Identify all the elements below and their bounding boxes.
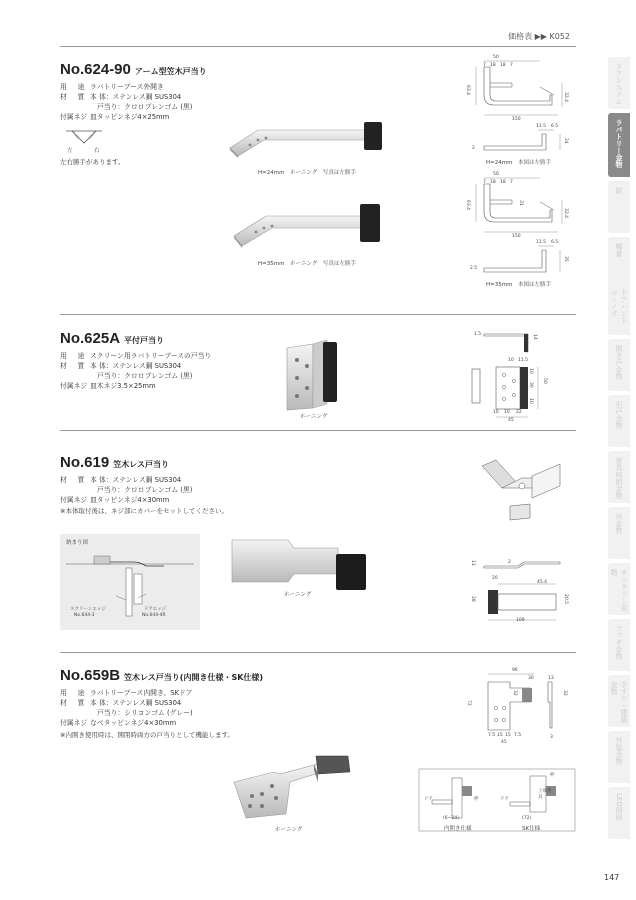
dim-label: 15 bbox=[505, 733, 511, 738]
installation-inset bbox=[60, 534, 200, 630]
spec-row bbox=[60, 475, 192, 485]
dim-label: 18 bbox=[500, 63, 506, 68]
inset-label-door-edge: ドアエッジ bbox=[144, 607, 167, 612]
product-number: No.659B bbox=[60, 667, 121, 684]
spec-key: 材 質 bbox=[60, 699, 87, 707]
side-tab[interactable] bbox=[608, 675, 630, 727]
side-tab[interactable] bbox=[608, 57, 630, 109]
install-label-door: ドア bbox=[424, 797, 433, 802]
spec-row bbox=[60, 112, 192, 122]
side-tab-label: 引戸金物 bbox=[615, 401, 623, 429]
product-number: No.624-90 bbox=[60, 61, 131, 78]
spec-row bbox=[60, 371, 211, 381]
product-name: 笠木レス戸当り bbox=[113, 460, 169, 469]
dim-label: 14 bbox=[532, 334, 537, 340]
dim-label: 18 bbox=[490, 63, 496, 68]
spec-list-625a bbox=[60, 351, 211, 391]
inset-label-screen-edge: スクリーンエッジ bbox=[70, 607, 106, 612]
technical-drawing-h24-top bbox=[462, 55, 572, 125]
inset-title: 納まり図 bbox=[66, 540, 89, 546]
spec-key bbox=[60, 371, 90, 381]
dim-label: 30 bbox=[528, 676, 534, 681]
dim-label: 11.5 bbox=[536, 124, 547, 129]
technical-drawing-659b-front bbox=[474, 668, 574, 738]
side-tab[interactable] bbox=[608, 181, 630, 233]
side-tab-label: 手すり・建築金物 bbox=[610, 681, 628, 723]
lr-right-label: 右 bbox=[94, 148, 100, 154]
photo-caption-h24: H=24mm ホーニング 写真は左勝手 bbox=[258, 170, 356, 176]
dim-label: 15 bbox=[497, 733, 503, 738]
dim-label: 45 bbox=[501, 740, 507, 745]
spec-key: 付属ネジ bbox=[60, 382, 88, 390]
side-tab[interactable] bbox=[608, 507, 630, 559]
product-photo-625a bbox=[283, 338, 353, 413]
product-name: 笠木レス戸当り(内開き仕様・SK仕様) bbox=[124, 673, 264, 682]
side-tab[interactable] bbox=[608, 451, 630, 503]
dim-label: 45.4 bbox=[537, 580, 548, 585]
header-rule bbox=[60, 46, 576, 47]
dim-label: 28 bbox=[470, 596, 475, 602]
install-label-top-bracket: 上端金具 bbox=[538, 789, 552, 800]
dim-label: 18 bbox=[500, 180, 506, 185]
dim-label: 7.5 bbox=[514, 733, 522, 738]
side-tab-active[interactable] bbox=[608, 113, 630, 177]
spec-value: ラバトリーブース内開き、SKドア bbox=[90, 689, 193, 697]
dim-label: 45 bbox=[508, 418, 514, 423]
spec-row bbox=[60, 92, 192, 102]
side-tab-label: ドアハンドル・ノブ bbox=[610, 289, 628, 324]
dim-label: 1.5 bbox=[474, 332, 482, 337]
dim-label: 32.4 bbox=[563, 92, 568, 103]
spec-value: 本 体：ステンレス鋼 SUS304 bbox=[90, 699, 182, 707]
dim-label: 72 bbox=[466, 700, 471, 706]
technical-drawing-625a-top bbox=[478, 328, 538, 358]
dim-label: 6.5 bbox=[551, 124, 559, 129]
installation-diagram-659b bbox=[418, 768, 576, 838]
spec-key bbox=[60, 708, 90, 718]
dim-label: 50 bbox=[493, 172, 499, 177]
product-photo-624-90-h35 bbox=[228, 200, 393, 255]
product-photo-659b bbox=[228, 752, 358, 822]
dim-label: 10 bbox=[504, 410, 510, 415]
product-name: アーム型笠木戸当り bbox=[134, 67, 207, 76]
spec-row bbox=[60, 708, 193, 718]
dim-label: 2.5 bbox=[470, 266, 478, 271]
dim-label: 18 bbox=[490, 180, 496, 185]
side-tab-label: 錠 bbox=[615, 187, 623, 194]
spec-value: 本 体：ステンレス鋼 SUS304 bbox=[90, 362, 182, 370]
product-photo-624-90-h24 bbox=[228, 118, 393, 168]
dim-label: 10 bbox=[508, 358, 514, 363]
dim-label: 50 bbox=[542, 378, 547, 384]
side-tab-label: ファサ金物 bbox=[615, 625, 623, 660]
dim-label: 7 bbox=[510, 63, 513, 68]
lr-note: 左右勝手があります。 bbox=[60, 158, 125, 166]
dim-label: 13 bbox=[548, 676, 554, 681]
spec-value: ラバトリーブース外開き bbox=[90, 83, 164, 91]
product-number: No.625A bbox=[60, 330, 121, 347]
install-caption-sk: SK仕様 bbox=[522, 826, 541, 832]
dim-label: 6.5 bbox=[551, 240, 559, 245]
spec-key: 付属ネジ bbox=[60, 496, 88, 504]
install-label-door-sk: ドア bbox=[500, 797, 509, 802]
dim-label: 20 bbox=[492, 576, 498, 581]
dim-label: 109 bbox=[516, 618, 525, 623]
spec-value: スクリーン用ラバトリーブースの戸当り bbox=[90, 352, 212, 360]
section-rule bbox=[60, 652, 576, 653]
dim-label: 31 bbox=[518, 200, 523, 206]
spec-row bbox=[60, 495, 192, 505]
side-tab-label: ドアシステム bbox=[615, 63, 623, 105]
dim-label: 3 bbox=[550, 735, 553, 740]
dim-label: 20.5 bbox=[563, 594, 568, 605]
side-tab[interactable] bbox=[608, 619, 630, 671]
dim-label: 11.5 bbox=[518, 358, 529, 363]
drawing-caption-h35: H=35mm 本図は左勝手 bbox=[486, 282, 551, 288]
dim-label: 11 bbox=[470, 560, 475, 566]
dim-label: 50 bbox=[493, 55, 499, 60]
dim-label: 30 bbox=[528, 382, 533, 388]
inset-label-door-edge-no: No.644-4R bbox=[142, 613, 166, 618]
side-tab-label: 蝶番 bbox=[615, 243, 623, 257]
spec-key: 材 質 bbox=[60, 362, 87, 370]
spec-list-619 bbox=[60, 475, 192, 505]
spec-key bbox=[60, 485, 90, 495]
dim-label: 10 bbox=[528, 398, 533, 404]
dim-label: 35 bbox=[563, 256, 568, 262]
install-caption-inward: 内開き仕様 bbox=[444, 826, 472, 832]
side-tab-label: LED照明 bbox=[615, 793, 623, 821]
spec-value: 本 体：ステンレス鋼 SUS304 bbox=[90, 476, 182, 484]
section-rule bbox=[60, 314, 576, 315]
spec-row bbox=[60, 718, 193, 728]
section-rule bbox=[60, 430, 576, 431]
spec-list-659b bbox=[60, 688, 193, 728]
side-tab-label: 吊金物 bbox=[615, 513, 623, 534]
technical-drawing-h35-top bbox=[462, 172, 572, 242]
dim-label: 22 bbox=[516, 410, 522, 415]
spec-row bbox=[60, 351, 211, 361]
spec-value: なべタッピンネジ4×30mm bbox=[90, 719, 177, 727]
dim-label: 10 bbox=[528, 368, 533, 374]
spec-value: 戸当り：クロロプレンゴム (黒) bbox=[97, 103, 193, 111]
side-tab[interactable] bbox=[608, 339, 630, 391]
product-number: No.619 bbox=[60, 454, 110, 471]
side-tab-label: 開き戸金物 bbox=[615, 345, 623, 380]
photo-caption-619: ホーニング bbox=[284, 592, 312, 598]
dim-label: 63.4 bbox=[465, 85, 470, 96]
spec-value: 皿タッピンネジ4×25mm bbox=[90, 113, 170, 121]
spec-key: 付属ネジ bbox=[60, 719, 88, 727]
side-tab-label: 外装金物 bbox=[615, 737, 623, 765]
dim-label: 24 bbox=[563, 138, 568, 144]
spec-row bbox=[60, 485, 192, 495]
side-tab[interactable] bbox=[608, 731, 630, 783]
spec-value: 皿タッピンネジ4×30mm bbox=[90, 496, 170, 504]
install-label-range: (6~24) bbox=[443, 816, 459, 821]
product-title-619 bbox=[60, 454, 169, 471]
technical-drawing-619-side bbox=[478, 556, 570, 576]
dim-label: 2 bbox=[472, 146, 475, 151]
side-tab[interactable] bbox=[608, 563, 630, 615]
dim-label: 7 bbox=[510, 180, 513, 185]
product-photo-619 bbox=[228, 534, 378, 596]
technical-drawing-h24-side bbox=[478, 126, 572, 156]
spec-value: 戸当り：クロロプレンゴム (黒) bbox=[97, 486, 193, 494]
side-tab[interactable] bbox=[608, 395, 630, 447]
dim-label: 63.4 bbox=[465, 200, 470, 211]
spec-key: 用 途 bbox=[60, 689, 87, 697]
install-label-72: (72) bbox=[522, 816, 532, 821]
spec-row bbox=[60, 688, 193, 698]
spec-list-624-90 bbox=[60, 82, 192, 122]
dim-label: 2 bbox=[508, 560, 511, 565]
dim-label: 32 bbox=[562, 690, 567, 696]
dim-label: 150 bbox=[512, 117, 521, 122]
side-tab-label: ラバトリー金物 bbox=[615, 119, 623, 168]
spec-value: 戸当り：シリコンゴム (グレー) bbox=[97, 709, 193, 717]
technical-drawing-h35-side bbox=[478, 244, 572, 278]
side-tab[interactable] bbox=[608, 787, 630, 839]
dim-label: 96 bbox=[512, 668, 518, 673]
photo-caption-h35: H=35mm ホーニング 写真は左勝手 bbox=[258, 261, 356, 267]
spec-key: 用 途 bbox=[60, 83, 87, 91]
spec-row bbox=[60, 82, 192, 92]
dim-label: 7.5 bbox=[488, 733, 496, 738]
dim-label: 11.5 bbox=[536, 240, 547, 245]
side-tab-label: サニタリー金物 bbox=[610, 569, 628, 611]
dim-label: 32.4 bbox=[563, 208, 568, 219]
drawing-caption-h24: H=24mm 本図は左勝手 bbox=[486, 160, 551, 166]
spec-row bbox=[60, 361, 211, 371]
spec-key: 材 質 bbox=[60, 476, 87, 484]
page-number: 147 bbox=[604, 873, 620, 882]
install-label-frame-sk: 枠 bbox=[550, 773, 555, 778]
dim-label: 10 bbox=[493, 410, 499, 415]
photo-caption-625a: ホーニング bbox=[300, 414, 328, 420]
product-title-659b bbox=[60, 667, 263, 684]
spec-row bbox=[60, 698, 193, 708]
photo-caption-659b: ホーニング bbox=[275, 827, 303, 833]
note-619: ※本体取付後は、ネジ部にカバーをセットしてください。 bbox=[60, 507, 228, 515]
note-659b: ※内開き使用時は、開閉時両方の戸当りとして機能します。 bbox=[60, 731, 234, 739]
spec-row bbox=[60, 102, 192, 112]
lr-left-label: 左 bbox=[67, 148, 73, 154]
technical-drawing-619-iso bbox=[472, 456, 572, 528]
dim-label: 32 bbox=[512, 690, 517, 696]
dim-label: 7 bbox=[483, 180, 486, 185]
spec-key bbox=[60, 102, 90, 112]
spec-value: 皿木ネジ3.5×25mm bbox=[90, 382, 156, 390]
spec-value: 本 体：ステンレス鋼 SUS304 bbox=[90, 93, 182, 101]
product-title-625a bbox=[60, 330, 164, 347]
spec-key: 付属ネジ bbox=[60, 113, 88, 121]
product-title-624-90 bbox=[60, 61, 207, 78]
dim-label: 150 bbox=[512, 234, 521, 239]
side-tab-label: 家具収納金物 bbox=[615, 457, 623, 499]
spec-key: 材 質 bbox=[60, 93, 87, 101]
inset-label-screen-edge-no: No.644-3 bbox=[74, 613, 95, 618]
technical-drawing-625a-front bbox=[468, 365, 558, 425]
price-reference[interactable]: 価格表 ▶▶ K052 bbox=[508, 32, 570, 41]
product-name: 平付戸当り bbox=[124, 336, 165, 345]
spec-row bbox=[60, 381, 211, 391]
spec-value: 戸当り：クロロプレンゴム (黒) bbox=[97, 372, 193, 380]
install-label-frame: 枠 bbox=[474, 797, 479, 802]
side-tab[interactable] bbox=[608, 283, 630, 335]
dim-label: 7 bbox=[483, 63, 486, 68]
side-tab[interactable] bbox=[608, 237, 630, 289]
spec-key: 用 途 bbox=[60, 352, 87, 360]
